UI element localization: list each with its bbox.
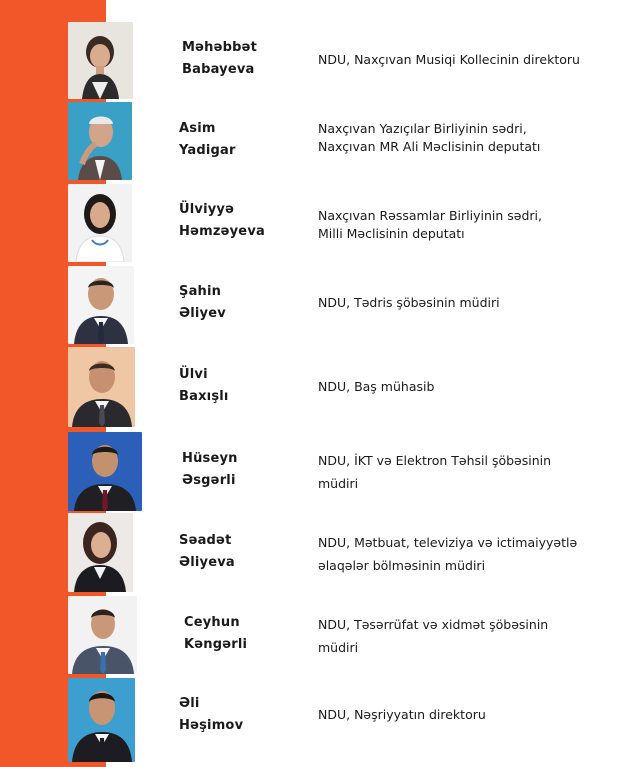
avatar: [68, 347, 135, 427]
person-position: Naxçıvan Rəssamlar Birliyinin sədri, Milli Məclisinin deputatı: [318, 208, 542, 241]
first-name: Şahin: [179, 284, 222, 299]
first-name: Asim: [179, 121, 216, 136]
avatar: [68, 596, 137, 674]
first-name: Ceyhun: [184, 615, 240, 630]
person-name: [179, 118, 236, 162]
first-name: Ülviyyə: [179, 202, 235, 217]
avatar: [68, 22, 133, 99]
person-name: [182, 37, 257, 81]
person-name: [179, 530, 235, 574]
person-position: NDU, Nəşriyyatın direktoru: [318, 707, 486, 722]
last-name: Əliyev: [179, 306, 226, 321]
avatar: [68, 432, 142, 511]
avatar: [68, 102, 132, 180]
last-name: Əliyeva: [179, 555, 235, 570]
avatar: [68, 678, 135, 762]
person-position: NDU, Naxçıvan Musiqi Kollecinin direktoru: [318, 52, 580, 67]
last-name: Babayeva: [182, 62, 255, 77]
last-name: Həşimov: [179, 718, 244, 733]
person-position: NDU, Mətbuat, televiziya və ictimaiyyətlə əlaqələr bölməsinin müdiri: [318, 535, 578, 573]
person-name: [179, 693, 243, 737]
first-name: Əli: [179, 696, 200, 711]
last-name: Baxışlı: [179, 389, 229, 404]
last-name: Kəngərli: [184, 637, 248, 652]
person-position: NDU, İKT və Elektron Təhsil şöbəsinin müdiri: [318, 453, 552, 491]
last-name: Həmzəyeva: [179, 224, 265, 239]
person-position: NDU, Baş mühasib: [318, 379, 435, 394]
first-name: Ülvi: [179, 367, 208, 382]
first-name: Səadət: [179, 533, 232, 548]
person-name: [179, 199, 265, 243]
person-name: [182, 448, 238, 492]
first-name: Hüseyn: [182, 451, 238, 466]
person-name: [184, 612, 247, 656]
avatar: [68, 513, 133, 592]
person-name: [179, 281, 226, 325]
first-name: Məhəbbət: [182, 40, 258, 55]
last-name: Əsgərli: [182, 473, 236, 488]
person-position: Naxçıvan Yazıçılar Birliyinin sədri, Naxçıvan MR Ali Məclisinin deputatı: [318, 121, 541, 154]
avatar: [68, 184, 132, 262]
avatar: [68, 266, 134, 344]
last-name: Yadigar: [179, 143, 236, 158]
person-name: [179, 364, 229, 408]
person-position: NDU, Tədris şöbəsinin müdiri: [318, 295, 500, 310]
person-position: NDU, Təsərrüfat və xidmət şöbəsinin müdiri: [318, 617, 549, 655]
